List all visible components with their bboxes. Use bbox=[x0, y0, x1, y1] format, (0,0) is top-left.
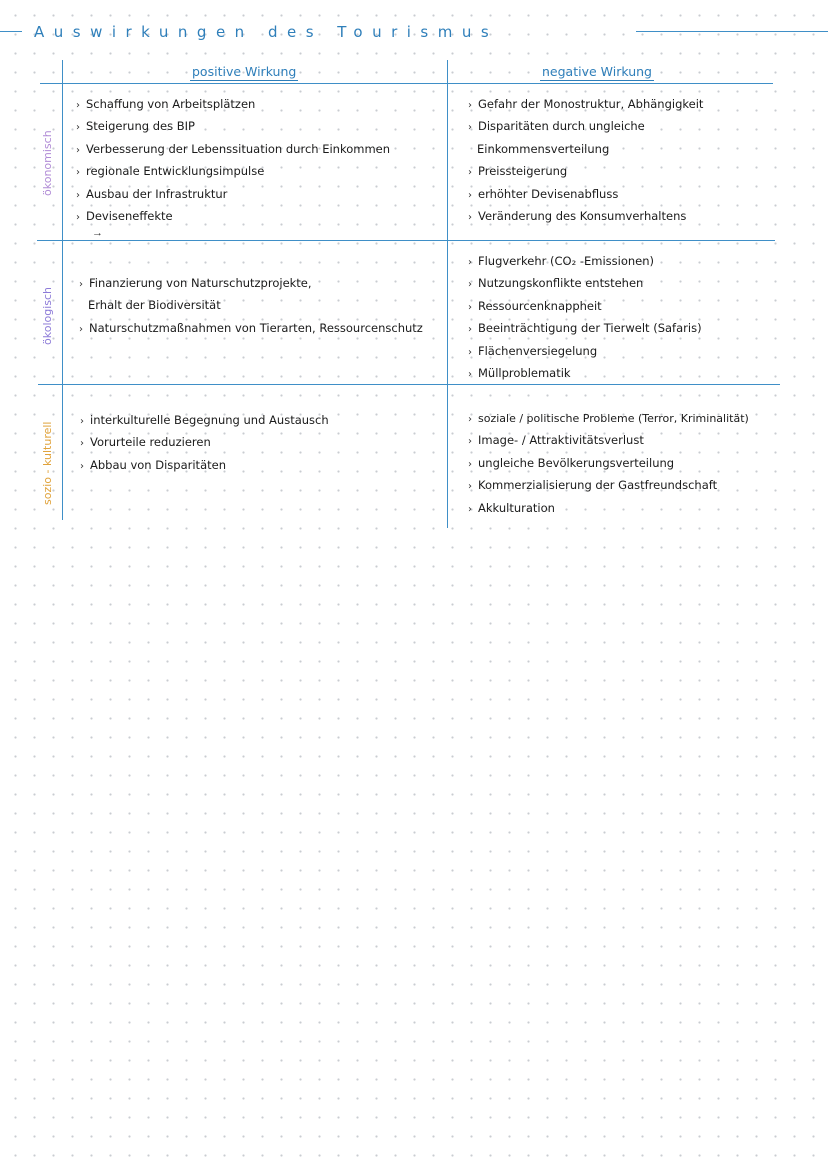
title-rule-right bbox=[636, 31, 828, 32]
list-item: › Müllproblematik bbox=[468, 362, 702, 384]
grid-header-line bbox=[40, 83, 773, 84]
bullet-icon: › bbox=[468, 189, 472, 201]
list-item: › Flugverkehr (CO₂ -Emissionen) bbox=[468, 250, 702, 272]
list-item: › Kommerzialisierung der Gastfreundschaft bbox=[468, 474, 749, 496]
economic-negative-list bbox=[468, 93, 703, 227]
category-ecological: ökologisch bbox=[41, 286, 54, 345]
ecological-negative-list bbox=[468, 250, 702, 384]
ecological-positive-list bbox=[79, 272, 423, 339]
bullet-icon: › bbox=[468, 481, 472, 493]
bullet-icon: › bbox=[468, 414, 472, 425]
column-header-negative: negative Wirkung bbox=[542, 64, 652, 79]
bullet-icon: › bbox=[80, 438, 84, 450]
list-item: › Vorurteile reduzieren bbox=[80, 431, 329, 453]
bullet-icon: › bbox=[76, 144, 80, 156]
list-item: › Akkulturation bbox=[468, 497, 749, 519]
list-item: › soziale / politische Probleme (Terror, Kriminalität) bbox=[468, 407, 749, 429]
bullet-icon: › bbox=[76, 167, 80, 179]
grid-row-line-1 bbox=[37, 240, 775, 241]
sociocultural-negative-list bbox=[468, 407, 749, 519]
bullet-icon: › bbox=[468, 458, 472, 470]
list-item: › Flächenversiegelung bbox=[468, 340, 702, 362]
list-item: Einkommensverteilung bbox=[477, 141, 610, 156]
list-item: › Veränderung des Konsumverhaltens bbox=[468, 205, 703, 227]
bullet-icon: › bbox=[468, 436, 472, 448]
list-item: › Preissteigerung bbox=[468, 160, 703, 182]
bullet-icon: › bbox=[76, 100, 80, 111]
list-item: › Image- / Attraktivitätsverlust bbox=[468, 429, 749, 451]
bullet-icon: › bbox=[76, 122, 80, 134]
sociocultural-positive-list bbox=[80, 409, 329, 476]
list-item: › ungleiche Bevölkerungsverteilung bbox=[468, 452, 749, 474]
list-item: › Deviseneffekte bbox=[76, 205, 390, 227]
list-item: › regionale Entwicklungsimpulse bbox=[76, 160, 390, 182]
list-item: › Beeinträchtigung der Tierwelt (Safaris) bbox=[468, 317, 702, 339]
bullet-icon: › bbox=[79, 279, 83, 290]
bullet-icon: › bbox=[468, 368, 472, 380]
list-item: › Naturschutzmaßnahmen von Tierarten, Ressourcenschutz bbox=[79, 317, 423, 339]
arrow-icon: → bbox=[92, 227, 103, 239]
bullet-icon: › bbox=[468, 324, 472, 336]
bullet-icon: › bbox=[80, 460, 84, 472]
bullet-icon: › bbox=[468, 167, 472, 179]
column-header-positive: positive Wirkung bbox=[192, 64, 297, 79]
bullet-icon: › bbox=[76, 189, 80, 201]
bullet-icon: › bbox=[468, 100, 472, 111]
grid-vertical-left bbox=[62, 60, 63, 520]
bullet-icon: › bbox=[468, 211, 472, 223]
bullet-icon: › bbox=[468, 346, 472, 358]
title-rule-left bbox=[0, 31, 22, 32]
list-item: › Nutzungskonflikte entstehen bbox=[468, 272, 702, 294]
list-item: › Gefahr der Monostruktur, Abhängigkeit bbox=[468, 93, 703, 115]
list-item: › Schaffung von Arbeitsplätzen bbox=[76, 93, 390, 115]
bullet-icon: › bbox=[80, 416, 84, 427]
list-item: › interkulturelle Begegnung und Austausch bbox=[80, 409, 329, 431]
list-item: › erhöhter Devisenabfluss bbox=[468, 183, 703, 205]
list-item: › Verbesserung der Lebenssituation durch Einkommen bbox=[76, 138, 390, 160]
list-item: › Steigerung des BIP bbox=[76, 115, 390, 137]
grid-vertical-middle bbox=[447, 60, 448, 528]
list-item: › Abbau von Disparitäten bbox=[80, 454, 329, 476]
bullet-icon: › bbox=[468, 257, 472, 268]
bullet-icon: › bbox=[468, 122, 472, 134]
bullet-icon: › bbox=[468, 279, 472, 291]
economic-positive-list bbox=[76, 93, 390, 227]
list-item: › Ressourcenknappheit bbox=[468, 295, 702, 317]
bullet-icon: › bbox=[468, 301, 472, 313]
bullet-icon: › bbox=[76, 211, 80, 223]
bullet-icon: › bbox=[468, 503, 472, 515]
list-item: Erhalt der Biodiversität bbox=[88, 298, 221, 313]
list-item: › Finanzierung von Naturschutzprojekte, bbox=[79, 272, 423, 294]
page-title: Auswirkungen des Tourismus bbox=[34, 23, 499, 41]
category-economic: ökonomisch bbox=[41, 130, 54, 196]
list-item: › Ausbau der Infrastruktur bbox=[76, 183, 390, 205]
category-sociocultural: sozio - kulturell bbox=[41, 421, 54, 505]
bullet-icon: › bbox=[79, 323, 83, 335]
list-item: › Disparitäten durch ungleiche bbox=[468, 115, 703, 137]
